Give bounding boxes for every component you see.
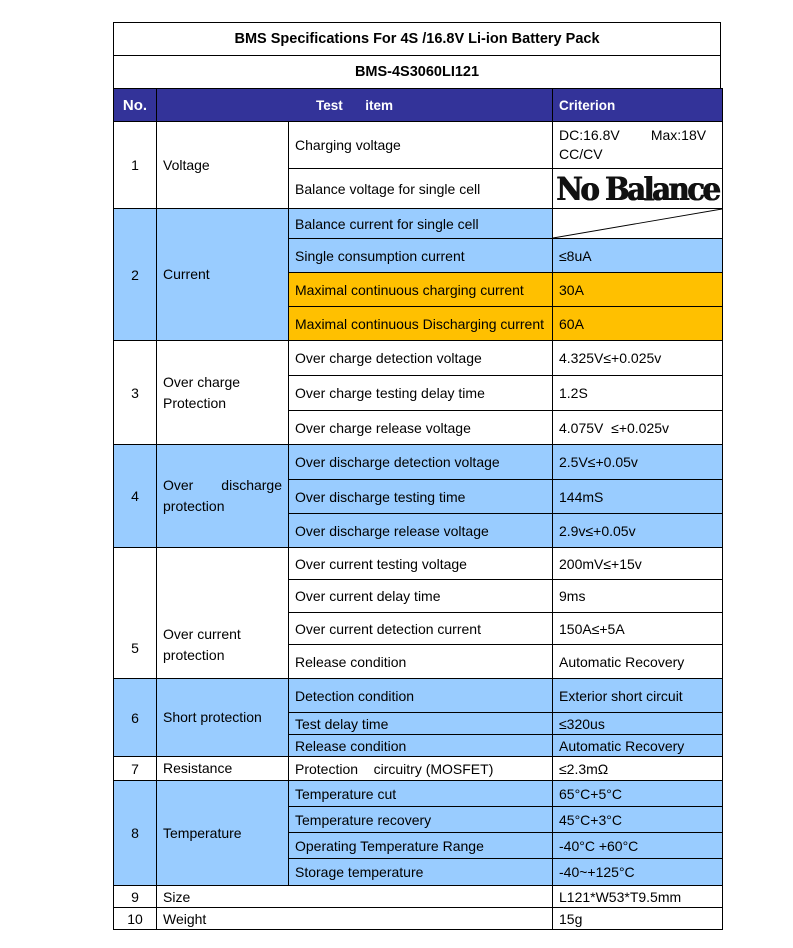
category-word: discharge [221, 477, 282, 493]
criterion-value: Automatic Recovery [553, 735, 723, 757]
test-item: Maximal continuous charging current [289, 273, 553, 307]
row-category: Size [157, 886, 553, 908]
criterion-value: 60A [553, 307, 723, 341]
test-item: Over charge detection voltage [289, 341, 553, 376]
test-item: Over discharge release voltage [289, 514, 553, 548]
row-no: 4 [114, 445, 157, 548]
row-no: 3 [114, 341, 157, 445]
test-item: Operating Temperature Range [289, 833, 553, 859]
table-row [114, 341, 723, 376]
table-row [114, 908, 723, 930]
row-no: 8 [114, 781, 157, 886]
criterion-value: ≤2.3mΩ [553, 757, 723, 781]
test-item: Storage temperature [289, 859, 553, 886]
criterion-value: 15g [553, 908, 723, 930]
criterion-value: 65°C+5°C [553, 781, 723, 807]
row-category: Voltage [157, 122, 289, 209]
row-no: 5 [114, 548, 157, 679]
criterion-value: -40°C +60°C [553, 833, 723, 859]
criterion-value: Automatic Recovery [553, 645, 723, 679]
table-row [114, 781, 723, 807]
test-item: Over discharge detection voltage [289, 445, 553, 480]
test-item: Temperature cut [289, 781, 553, 807]
table-row [114, 886, 723, 908]
row-no: 6 [114, 679, 157, 757]
row-category: Current [157, 209, 289, 341]
no-balance-stamp: No Balance [556, 169, 719, 208]
category-line: protection [163, 647, 225, 663]
criterion-value [553, 122, 723, 169]
row-no: 7 [114, 757, 157, 781]
sheet-title: BMS Specifications For 4S /16.8V Li-ion Battery Pack [113, 22, 721, 56]
spec-table [113, 88, 723, 930]
test-item: Over current detection current [289, 613, 553, 645]
table-row [114, 122, 723, 169]
category-line [163, 475, 282, 496]
criterion-value: 144mS [553, 480, 723, 514]
criterion-value: 30A [553, 273, 723, 307]
criterion-line: CC/CV [559, 146, 603, 162]
row-no: 10 [114, 908, 157, 930]
row-category [157, 341, 289, 445]
model-number: BMS-4S3060LI121 [113, 55, 721, 89]
test-item: Over current testing voltage [289, 548, 553, 580]
criterion-value: 4.075V ≤+0.025v [553, 411, 723, 445]
row-category [157, 445, 289, 548]
test-item: Over current delay time [289, 580, 553, 613]
criterion-value: 4.325V≤+0.025v [553, 341, 723, 376]
table-row [114, 209, 723, 239]
criterion-value: 200mV≤+15v [553, 548, 723, 580]
table-row [114, 445, 723, 480]
table-row [114, 679, 723, 713]
category-line: Over charge [163, 373, 241, 390]
category-line: protection [163, 498, 225, 514]
test-item: Maximal continuous Discharging current [289, 307, 553, 341]
test-item: Single consumption current [289, 239, 553, 273]
row-category: Weight [157, 908, 553, 930]
row-category: Resistance [157, 757, 289, 781]
criterion-value: 1.2S [553, 376, 723, 411]
row-no: 2 [114, 209, 157, 341]
criterion-line: DC:16.8V Max:18V [559, 127, 707, 143]
criterion-value: 2.9v≤+0.05v [553, 514, 723, 548]
test-item: Charging voltage [289, 122, 553, 169]
criterion-value: Exterior short circuit [553, 679, 723, 713]
category-word: Over [163, 477, 194, 493]
header-no: No. [114, 89, 157, 122]
table-row [114, 548, 723, 580]
criterion-value: -40~+125°C [553, 859, 723, 886]
criterion-value: L121*W53*T9.5mm [553, 886, 723, 908]
row-category: Short protection [157, 679, 289, 757]
test-item: Balance current for single cell [289, 209, 553, 239]
test-item: Release condition [289, 645, 553, 679]
table-header-row [114, 89, 723, 122]
criterion-value: 2.5V≤+0.05v [553, 445, 723, 480]
criterion-value: 150A≤+5A [553, 613, 723, 645]
test-item: Over charge release voltage [289, 411, 553, 445]
category-line: Protection [163, 394, 227, 411]
criterion-empty [553, 209, 723, 239]
row-category [157, 548, 289, 679]
header-criterion: Criterion [553, 89, 723, 122]
test-item: Temperature recovery [289, 807, 553, 833]
test-item: Release condition [289, 735, 553, 757]
test-item: Test delay time [289, 713, 553, 735]
diagonal-line [553, 209, 722, 238]
test-item: Detection condition [289, 679, 553, 713]
criterion-value [553, 169, 723, 209]
criterion-value: ≤320us [553, 713, 723, 735]
criterion-value: 45°C+3°C [553, 807, 723, 833]
table-row [114, 757, 723, 781]
category-line: Over current [163, 626, 241, 642]
criterion-value: 9ms [553, 580, 723, 613]
row-category: Temperature [157, 781, 289, 886]
test-item: Over charge testing delay time [289, 376, 553, 411]
header-test-item: Test item [157, 89, 553, 122]
row-no: 1 [114, 122, 157, 209]
test-item: Protection circuitry (MOSFET) [289, 757, 553, 781]
test-item: Balance voltage for single cell [289, 169, 553, 209]
row-no: 9 [114, 886, 157, 908]
criterion-value: ≤8uA [553, 239, 723, 273]
test-item: Over discharge testing time [289, 480, 553, 514]
